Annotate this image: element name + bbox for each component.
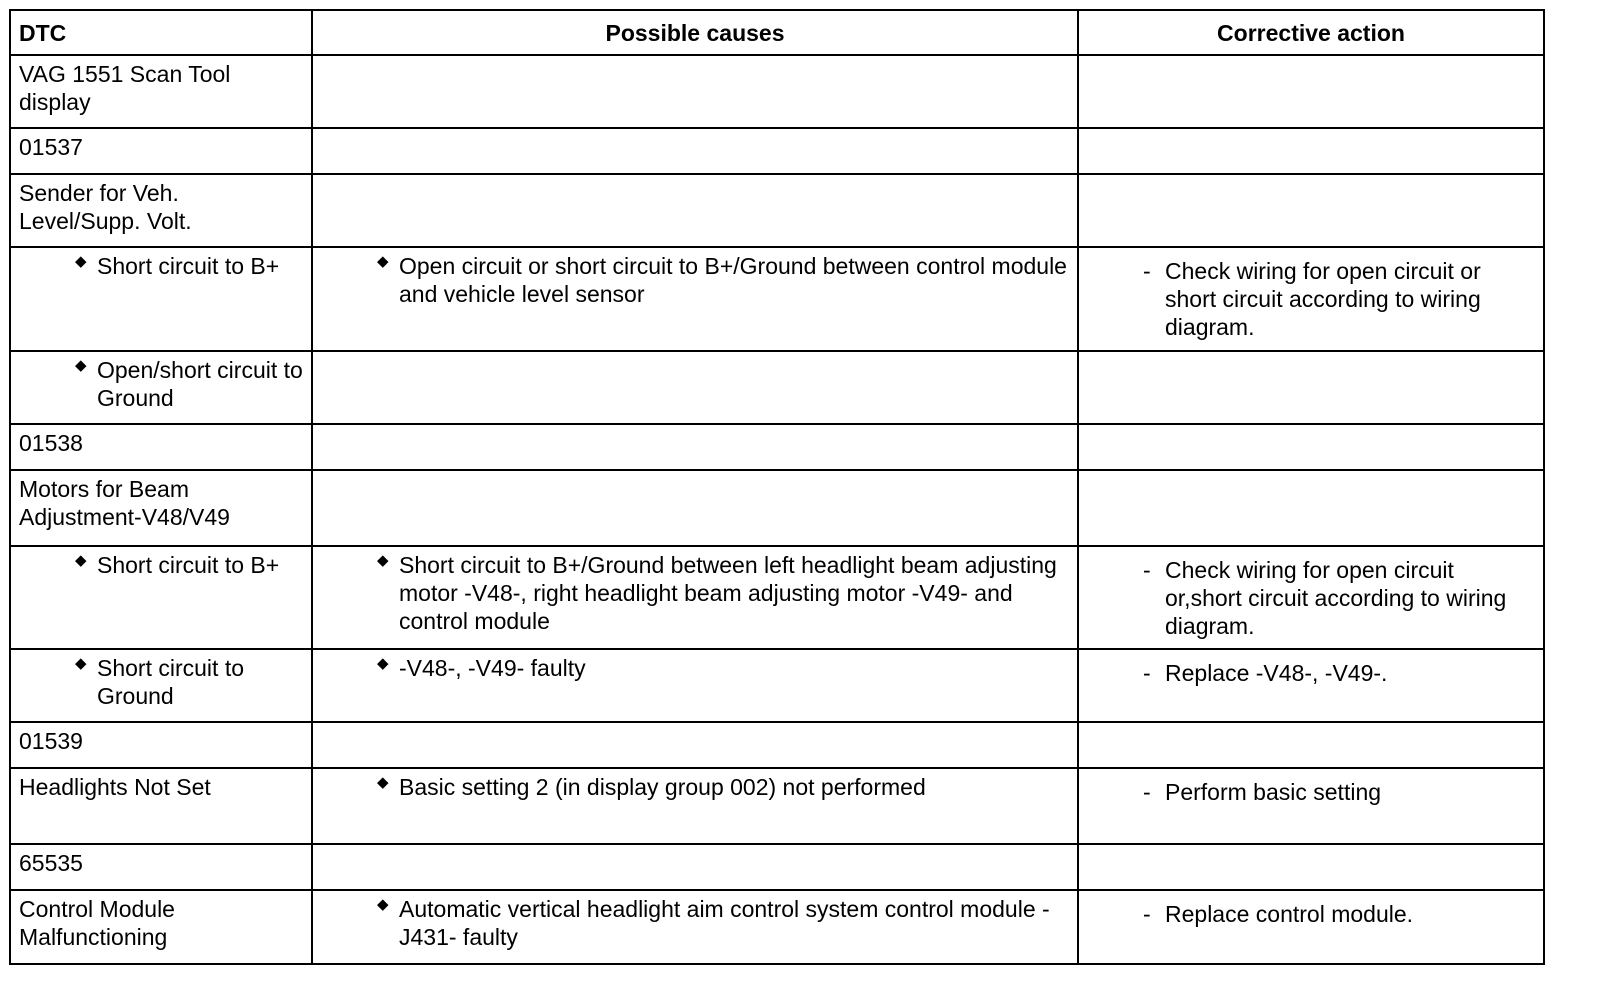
cause-item — [377, 895, 1069, 951]
dtc-code-row — [10, 424, 1544, 470]
dash-marker-icon: - — [1143, 779, 1151, 805]
action-cell — [1078, 546, 1544, 649]
header-corrective-action: Corrective action — [1078, 10, 1544, 55]
cause-text: Automatic vertical headlight aim control system control module -J431- faulty — [399, 896, 1050, 950]
symptom-item — [75, 551, 303, 579]
dtc-code: 01537 — [10, 128, 312, 174]
action-text: Perform basic setting — [1165, 779, 1382, 805]
cause-text: -V48-, -V49- faulty — [399, 655, 586, 681]
symptom-cell — [10, 247, 312, 351]
dash-marker-icon: - — [1143, 258, 1151, 284]
cause-text: Short circuit to B+/Ground between left headlight beam adjusting motor -V48-, right headlight beam adjusting motor -V49- and control module — [399, 552, 1057, 634]
dash-marker-icon: - — [1143, 660, 1151, 686]
symptom-text: Open/short circuit to Ground — [97, 357, 303, 411]
empty-cell — [312, 351, 1078, 424]
cause-cell — [312, 546, 1078, 649]
header-row — [10, 10, 1544, 55]
dtc-code-row — [10, 844, 1544, 890]
dtc-code-row — [10, 722, 1544, 768]
diamond-bullet-icon: ◆ — [75, 655, 87, 672]
action-item — [1143, 900, 1535, 928]
action-cell — [1078, 890, 1544, 964]
dtc-code: 01539 — [10, 722, 312, 768]
diamond-bullet-icon: ◆ — [377, 655, 389, 672]
diamond-bullet-icon: ◆ — [377, 774, 389, 791]
empty-cell — [1078, 844, 1544, 890]
dtc-name-row — [10, 768, 1544, 844]
empty-cell — [312, 470, 1078, 546]
cause-text: Basic setting 2 (in display group 002) not performed — [399, 774, 926, 800]
header-possible-causes: Possible causes — [312, 10, 1078, 55]
symptom-item — [75, 356, 303, 412]
cause-item — [377, 773, 1069, 801]
dtc-name: Motors for Beam Adjustment-V48/V49 — [10, 470, 312, 546]
symptom-cell — [10, 546, 312, 649]
symptom-item — [75, 252, 303, 280]
action-text: Check wiring for open circuit or,short circuit according to wiring diagram. — [1165, 557, 1507, 639]
action-cell — [1078, 768, 1544, 844]
diamond-bullet-icon: ◆ — [75, 253, 87, 270]
empty-cell — [1078, 55, 1544, 128]
diamond-bullet-icon: ◆ — [75, 552, 87, 569]
cause-cell — [312, 768, 1078, 844]
empty-cell — [312, 55, 1078, 128]
symptom-text: Short circuit to B+ — [97, 253, 280, 279]
dtc-code: 01538 — [10, 424, 312, 470]
dtc-code-row — [10, 128, 1544, 174]
symptom-row — [10, 351, 1544, 424]
empty-cell — [312, 174, 1078, 247]
action-text: Check wiring for open circuit or short circuit according to wiring diagram. — [1165, 258, 1481, 340]
cause-text: Open circuit or short circuit to B+/Ground between control module and vehicle level sensor — [399, 253, 1067, 307]
dash-marker-icon: - — [1143, 557, 1151, 583]
action-text: Replace -V48-, -V49-. — [1165, 660, 1388, 686]
symptom-row — [10, 546, 1544, 649]
cause-cell — [312, 649, 1078, 722]
dtc-name: Sender for Veh. Level/Supp. Volt. — [10, 174, 312, 247]
cause-item — [377, 551, 1069, 635]
symptom-cell — [10, 351, 312, 424]
cause-item — [377, 654, 1069, 682]
action-text: Replace control module. — [1165, 901, 1414, 927]
empty-cell — [1078, 424, 1544, 470]
cause-cell — [312, 890, 1078, 964]
empty-cell — [312, 722, 1078, 768]
cause-cell — [312, 247, 1078, 351]
symptom-row — [10, 649, 1544, 722]
symptom-item — [75, 654, 303, 710]
diamond-bullet-icon: ◆ — [377, 896, 389, 913]
diamond-bullet-icon: ◆ — [377, 552, 389, 569]
dtc-name-row — [10, 174, 1544, 247]
empty-cell — [1078, 128, 1544, 174]
dash-marker-icon: - — [1143, 901, 1151, 927]
action-item — [1143, 556, 1535, 640]
cause-item — [377, 252, 1069, 308]
header-dtc: DTC — [10, 10, 312, 55]
action-cell — [1078, 649, 1544, 722]
dtc-name: Headlights Not Set — [10, 768, 312, 844]
action-item — [1143, 659, 1535, 687]
dtc-table — [9, 9, 1545, 965]
action-item — [1143, 778, 1535, 806]
empty-cell — [1078, 351, 1544, 424]
empty-cell — [312, 424, 1078, 470]
empty-cell — [312, 128, 1078, 174]
dtc-name-row — [10, 890, 1544, 964]
empty-cell — [1078, 470, 1544, 546]
dtc-code: 65535 — [10, 844, 312, 890]
action-item — [1143, 257, 1535, 341]
empty-cell — [312, 844, 1078, 890]
symptom-text: Short circuit to Ground — [97, 655, 244, 709]
action-cell — [1078, 247, 1544, 351]
dtc-name-row — [10, 470, 1544, 546]
scan-tool-heading: VAG 1551 Scan Tool display — [10, 55, 312, 128]
symptom-cell — [10, 649, 312, 722]
empty-cell — [1078, 722, 1544, 768]
symptom-row — [10, 247, 1544, 351]
empty-cell — [1078, 174, 1544, 247]
symptom-text: Short circuit to B+ — [97, 552, 280, 578]
dtc-name: Control Module Malfunctioning — [10, 890, 312, 964]
scan-tool-row — [10, 55, 1544, 128]
diamond-bullet-icon: ◆ — [75, 357, 87, 374]
diamond-bullet-icon: ◆ — [377, 253, 389, 270]
